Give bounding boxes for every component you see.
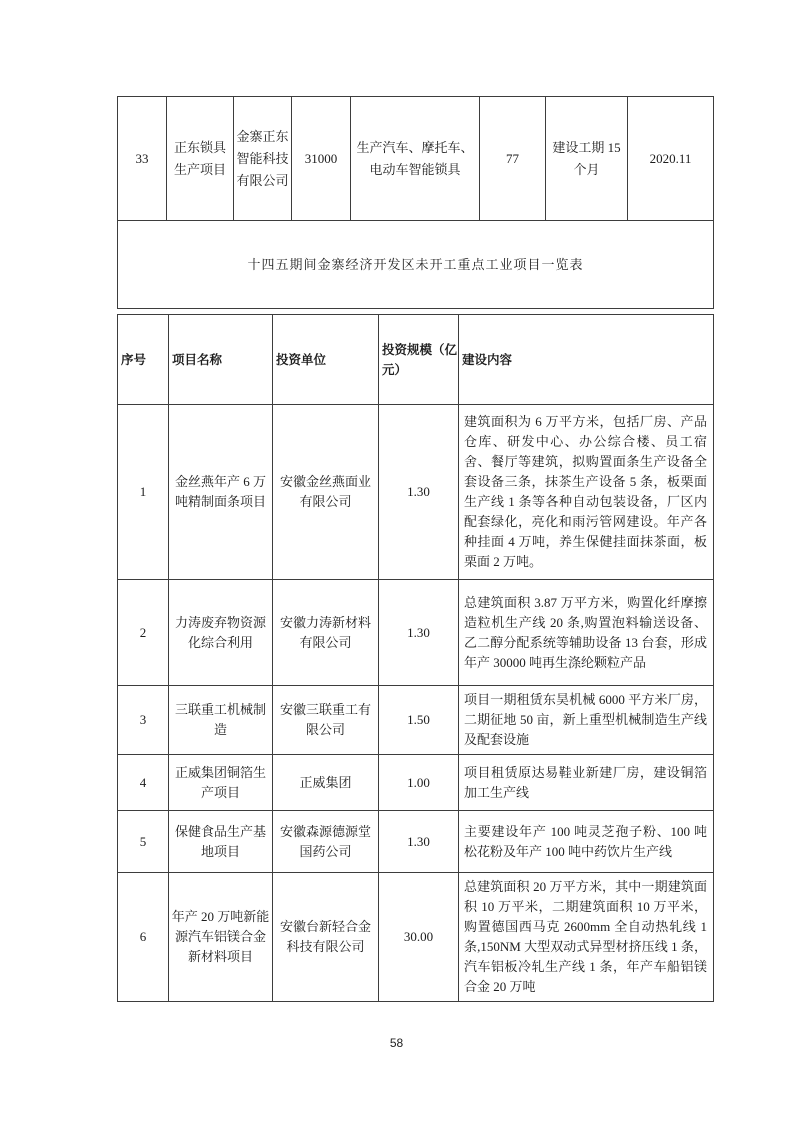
investor-cell: 安徽森源德源堂国药公司 [273,811,379,873]
table-title-row [118,221,714,309]
seq-cell: 2 [118,580,169,686]
project-list-table [117,314,714,1002]
investment-scale-cell: 1.30 [379,811,459,873]
list-table-title: 十四五期间金寨经济开发区未开工重点工业项目一览表 [118,221,714,309]
project-name-cell: 保健食品生产基地项目 [169,811,273,873]
project-name-cell: 力涛废弃物资源化综合利用 [169,580,273,686]
investment-scale-cell: 1.30 [379,405,459,580]
seq-cell: 4 [118,755,169,811]
seq-cell: 5 [118,811,169,873]
header-seq: 序号 [118,315,169,405]
investment-amount-cell: 31000 [292,97,351,221]
table-row-1 [118,405,714,580]
header-construction-content: 建设内容 [459,315,714,405]
seq-cell: 33 [118,97,167,221]
investor-cell: 安徽三联重工有限公司 [273,686,379,755]
investment-scale-cell: 1.50 [379,686,459,755]
investment-scale-cell: 30.00 [379,873,459,1002]
project-name-cell: 正东锁具生产项目 [167,97,234,221]
project-name-cell: 正威集团铜箔生产项目 [169,755,273,811]
header-investment-scale: 投资规模（亿元） [379,315,459,405]
construction-content-cell: 项目一期租赁东昊机械 6000 平方米厂房，二期征地 50 亩，新上重型机械制造生产线及配套设施 [459,686,714,755]
construction-content-cell: 主要建设年产 100 吨灵芝孢子粉、100 吨松花粉及年产 100 吨中药饮片生产线 [459,811,714,873]
table-row-5 [118,811,714,873]
investment-scale-cell: 1.30 [379,580,459,686]
investor-cell: 安徽台新轻合金科技有限公司 [273,873,379,1002]
content-cell: 生产汽车、摩托车、电动车智能锁具 [351,97,480,221]
table-row-6 [118,873,714,1002]
seq-cell: 1 [118,405,169,580]
construction-content-cell: 总建筑面积 20 万平方米，其中一期建筑面积 10 万平米，二期建筑面积 10 万平米，购置德国西马克 2600mm 全自动热轧线 1 条,150NM 大型双动式异型材挤压线 1 条，汽车铝板冷轧生产线 1 条，年产车船铝镁合金 20 万吨 [459,873,714,1002]
construction-content-cell: 建筑面积为 6 万平方米，包括厂房、产品仓库、研发中心、办公综合楼、员工宿舍、餐厅等建筑，拟购置面条生产设备全套设备三条，抹茶生产设备 5 条，板栗面生产线 1 条等各种自动包装设备，厂区内配套绿化，亮化和雨污管网建设。年产各种挂面 4 万吨，养生保健挂面抹茶面，板栗面 2 万吨。 [459,405,714,580]
land-area-cell: 77 [480,97,546,221]
start-date-cell: 2020.11 [628,97,714,221]
header-row [118,315,714,405]
seq-cell: 6 [118,873,169,1002]
project-name-cell: 金丝燕年产 6 万吨精制面条项目 [169,405,273,580]
header-project-name: 项目名称 [169,315,273,405]
table-row-3 [118,686,714,755]
construction-content-cell: 总建筑面积 3.87 万平方米，购置化纤摩擦造粒机生产线 20 条,购置泡料输送设备、乙二醇分配系统等辅助设备 13 台套，形成年产 30000 吨再生涤纶颗粒产品 [459,580,714,686]
construction-content-cell: 项目租赁原达易鞋业新建厂房，建设铜箔加工生产线 [459,755,714,811]
investor-cell: 安徽金丝燕面业有限公司 [273,405,379,580]
header-investor: 投资单位 [273,315,379,405]
page-number: 58 [389,1036,404,1050]
project-name-cell: 三联重工机械制造 [169,686,273,755]
seq-cell: 3 [118,686,169,755]
investor-cell: 正威集团 [273,755,379,811]
investor-cell: 金寨正东智能科技有限公司 [234,97,292,221]
construction-period-cell: 建设工期 15 个月 [546,97,628,221]
investor-cell: 安徽力涛新材料有限公司 [273,580,379,686]
table-row-4 [118,755,714,811]
investment-scale-cell: 1.00 [379,755,459,811]
table-row-33 [118,97,714,221]
project-name-cell: 年产 20 万吨新能源汽车铝镁合金新材料项目 [169,873,273,1002]
table-row-2 [118,580,714,686]
continuation-table [117,96,714,309]
